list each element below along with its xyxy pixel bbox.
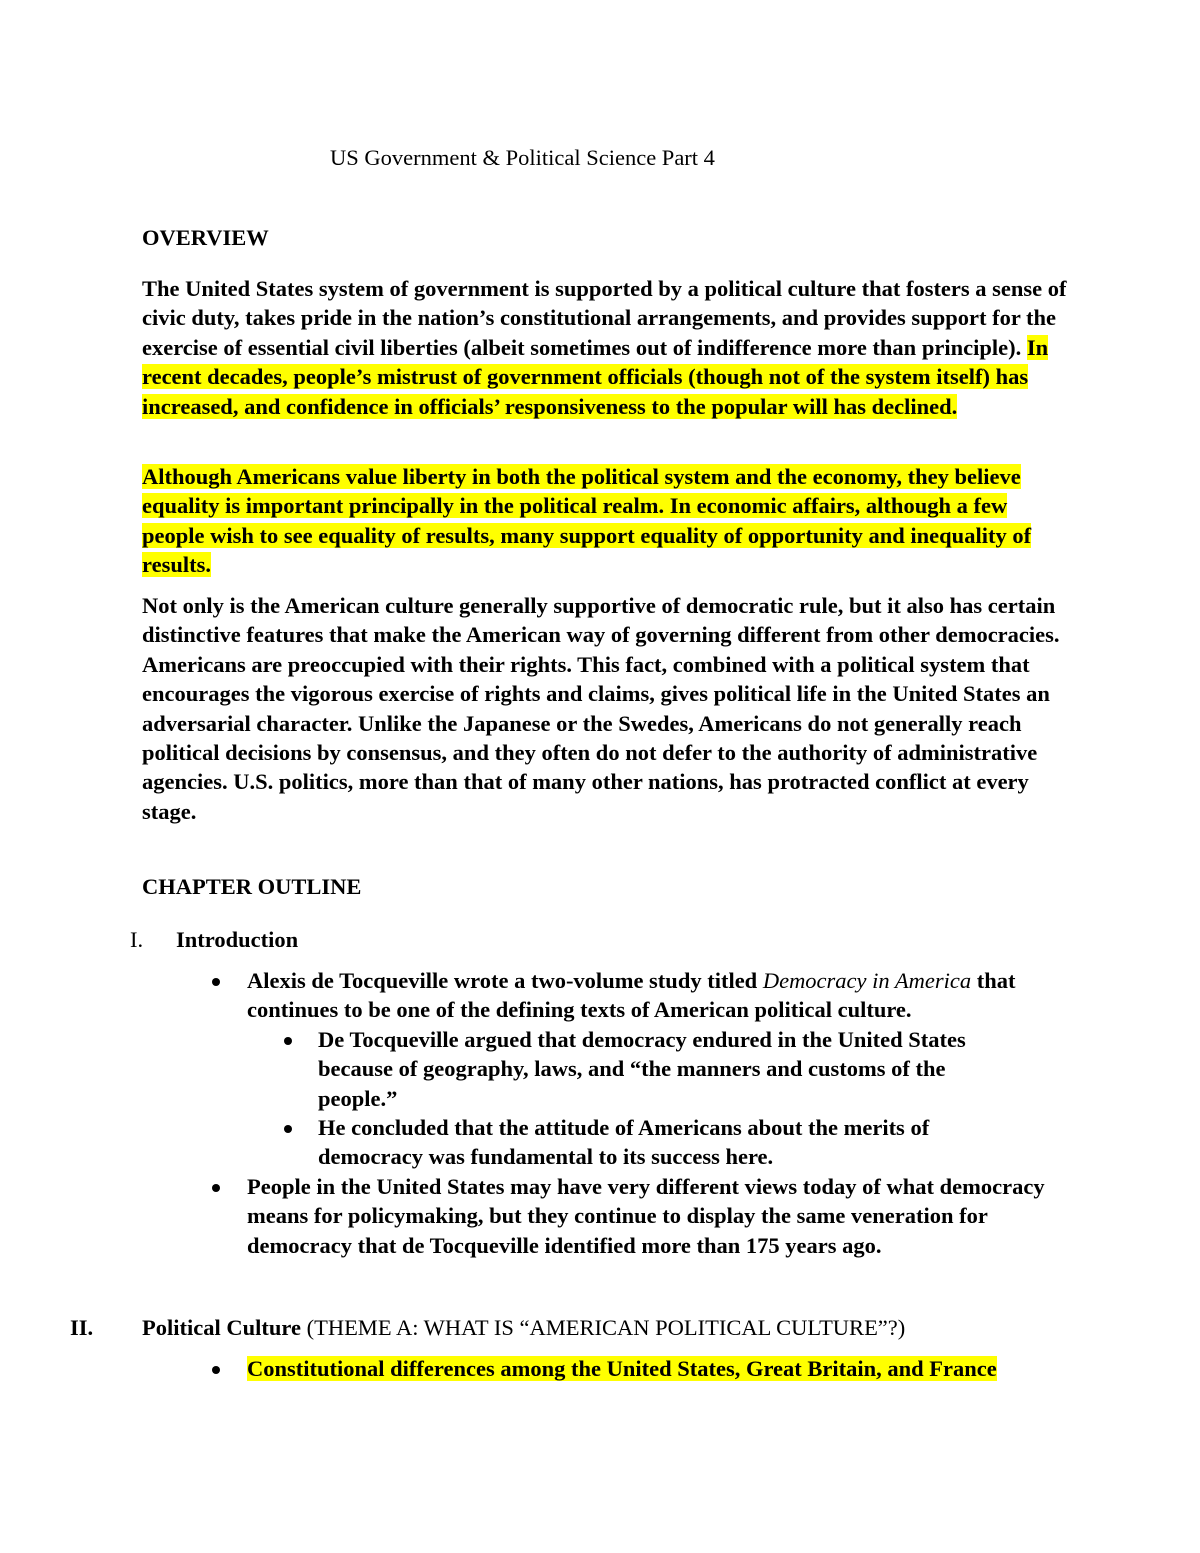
section-2-bullet-1 <box>247 1354 1077 1383</box>
chapter-outline-heading: CHAPTER OUTLINE <box>142 874 362 899</box>
overview-p2-highlight: Although Americans value liberty in both the political system and the economy, they believe equality is important principally in the political realm. In economic affairs, although a few people wish to see equality of results, many support equality of opportunity and inequality of results. <box>142 464 1032 578</box>
bullet-icon <box>212 1366 220 1374</box>
section-1-bullet-2: People in the United States may have very different views today of what democracy means for policymaking, but they continue to display the same veneration for democracy that de Tocqueville identified more than 175 years ago. <box>247 1174 1045 1258</box>
section-2-title <box>142 1313 905 1342</box>
section-2-title-bold: Political Culture <box>142 1315 301 1340</box>
section-1-sub-bullet-2: He concluded that the attitude of Americans about the merits of democracy was fundamental to its success here. <box>318 1115 930 1170</box>
section-1-sub-bullet-1: De Tocqueville argued that democracy endured in the United States because of geography, laws, and “the manners and customs of the people.” <box>318 1027 966 1111</box>
bullet-icon <box>212 978 220 986</box>
overview-p1-highlight: In recent decades, people’s mistrust of government officials (though not of the system itself) has increased, and confidence in officials’ responsiveness to the popular will has declined. <box>142 334 1049 419</box>
document-title: US Government & Political Science Part 4 <box>330 145 715 170</box>
section-2-theme: (THEME A: WHAT IS “AMERICAN POLITICAL CULTURE”?) <box>300 1315 906 1340</box>
section-2-number: II. <box>70 1315 94 1340</box>
book-title: Democracy in America <box>762 968 972 993</box>
section-1-bullet-1 <box>247 966 1067 1025</box>
bullet-icon <box>212 1184 220 1192</box>
section-1-title: Introduction <box>176 927 299 952</box>
bullet-1-text-pre: Alexis de Tocqueville wrote a two-volume study titled <box>247 968 763 993</box>
overview-paragraph-3: Not only is the American culture generally supportive of democratic rule, but it also has certain distinctive features that make the American way of governing different from other democracies. Americans are preoccupied with their rights. This fact, combined with a political system that encourages the vigorous exercise of rights and claims, gives political life in the United States an adversarial character. Unlike the Japanese or the Swedes, Americans do not generally reach political decisions by consensus, and they often do not defer to the authority of administrative agencies. U.S. politics, more than that of many other nations, has protracted conflict at every stage. <box>142 593 1060 824</box>
bullet-1-text-post: that continues to be one of the defining texts of American political culture. <box>247 968 1016 1023</box>
overview-paragraph-1 <box>142 274 1072 421</box>
overview-paragraph-2 <box>142 462 1072 580</box>
section-1-number: I. <box>130 927 144 952</box>
bullet-icon <box>284 1037 292 1045</box>
overview-p1-text: The United States system of government is supported by a political culture that fosters a sense of civic duty, takes pride in the nation’s constitutional arrangements, and provides support for the exercise of essential civil liberties (albeit sometimes out of indifference more than principle). <box>142 276 1067 360</box>
bullet-icon <box>284 1125 292 1133</box>
overview-heading: OVERVIEW <box>142 225 269 250</box>
section-2-bullet-1-highlight: Constitutional differences among the United States, Great Britain, and France <box>247 1356 997 1381</box>
